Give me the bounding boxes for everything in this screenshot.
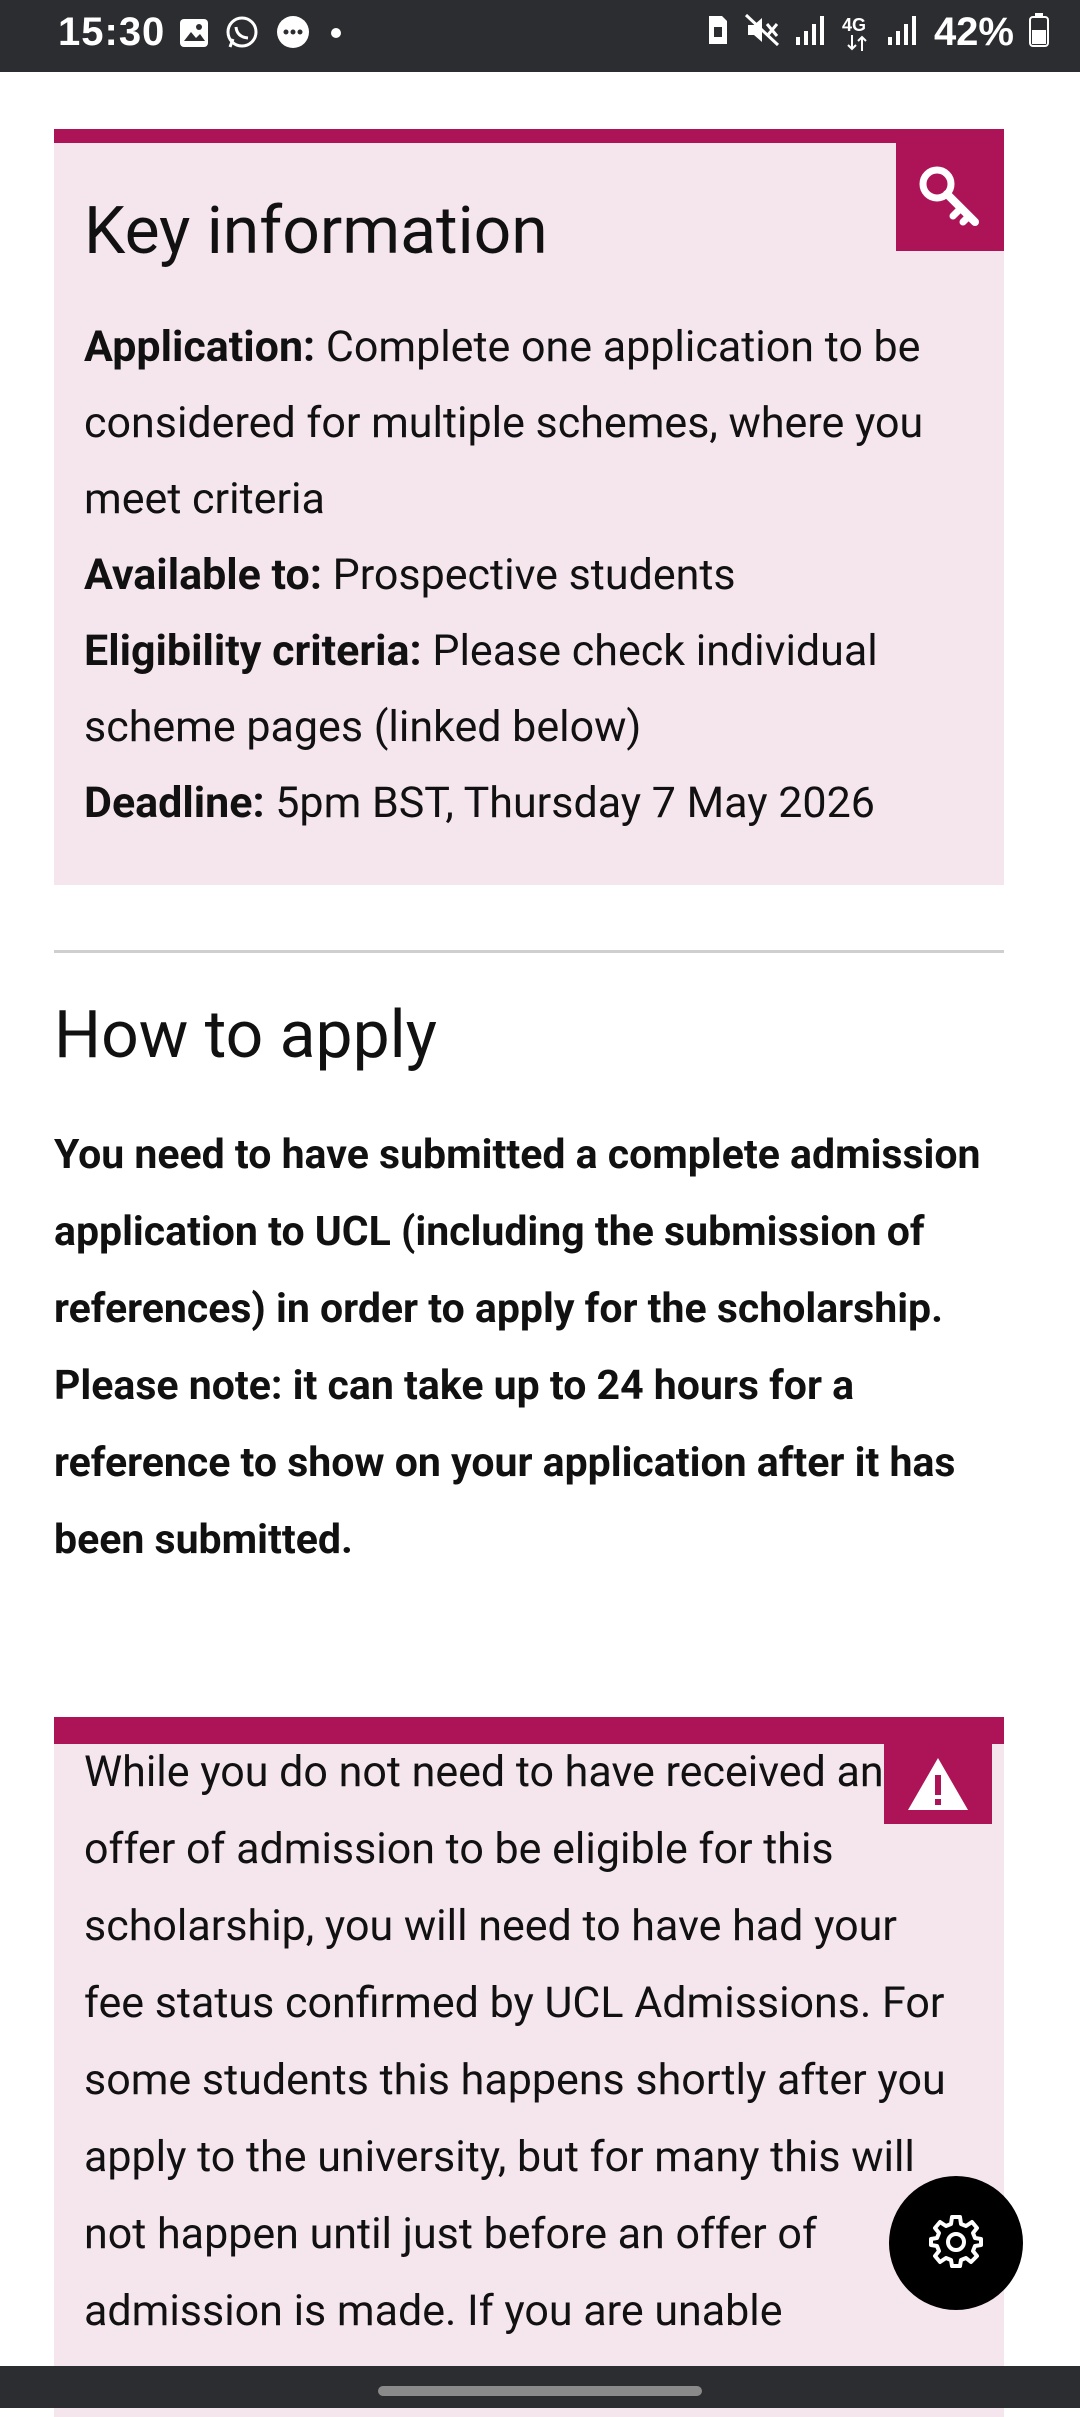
dot-icon bbox=[326, 23, 346, 48]
how-to-apply-heading: How to apply bbox=[54, 997, 437, 1074]
warning-text: While you do not need to have received an offer of admission to be eligible for this scholarship, you will need to have had your fee status confirmed by UCL Admissions. For some students this happens shortly after you apply to the university, but for many this will not happen until just before an offer of admission is made. If you are unable bbox=[84, 1747, 946, 2336]
signal-icon bbox=[794, 13, 828, 52]
key-info-value: Complete one application to be considered for multiple schemes, where you meet criteria bbox=[84, 322, 924, 524]
key-info-label: Deadline: bbox=[84, 778, 265, 828]
message-icon bbox=[274, 14, 312, 57]
battery-icon bbox=[1028, 12, 1050, 53]
mute-icon bbox=[744, 13, 780, 52]
section-divider bbox=[54, 950, 1004, 953]
key-info-label: Eligibility criteria: bbox=[84, 626, 422, 676]
key-info-value: Please check individual scheme pages (linked below) bbox=[84, 626, 878, 752]
key-info-application bbox=[84, 309, 964, 537]
battery-percent: 42% bbox=[933, 10, 1014, 54]
sim-icon bbox=[706, 13, 730, 52]
status-time: 15:30 bbox=[58, 10, 166, 54]
signal-icon bbox=[886, 13, 920, 52]
key-info-value: 5pm BST, Thursday 7 May 2026 bbox=[264, 778, 875, 828]
key-info-deadline bbox=[84, 765, 964, 841]
system-icons bbox=[706, 10, 1050, 55]
network-label: 4G bbox=[841, 14, 866, 35]
gear-icon bbox=[926, 2211, 986, 2275]
warning-panel bbox=[54, 1717, 1004, 2417]
key-info-label: Available to: bbox=[84, 550, 322, 600]
status-bar bbox=[0, 0, 1080, 72]
key-icon bbox=[896, 143, 1004, 251]
key-info-eligibility bbox=[84, 613, 964, 765]
image-icon bbox=[178, 17, 210, 54]
key-information-title: Key information bbox=[84, 193, 548, 270]
how-to-apply-text: You need to have submitted a complete admission application to UCL (including the submission of references) in order to apply for the scholarship. Please note: it can take up to 24 hours for a reference to show on your application after it has been submitted. bbox=[54, 1131, 981, 1564]
navigation-bar bbox=[0, 2366, 1080, 2408]
key-information-panel bbox=[54, 129, 1004, 885]
key-info-label: Application: bbox=[84, 322, 316, 372]
notification-icons bbox=[178, 14, 346, 57]
network-4g-icon bbox=[842, 13, 872, 53]
whatsapp-icon bbox=[224, 15, 260, 56]
key-info-value: Prospective students bbox=[321, 550, 736, 600]
key-info-available-to bbox=[84, 537, 964, 613]
settings-button[interactable] bbox=[889, 2176, 1023, 2310]
gesture-handle[interactable] bbox=[378, 2386, 702, 2396]
